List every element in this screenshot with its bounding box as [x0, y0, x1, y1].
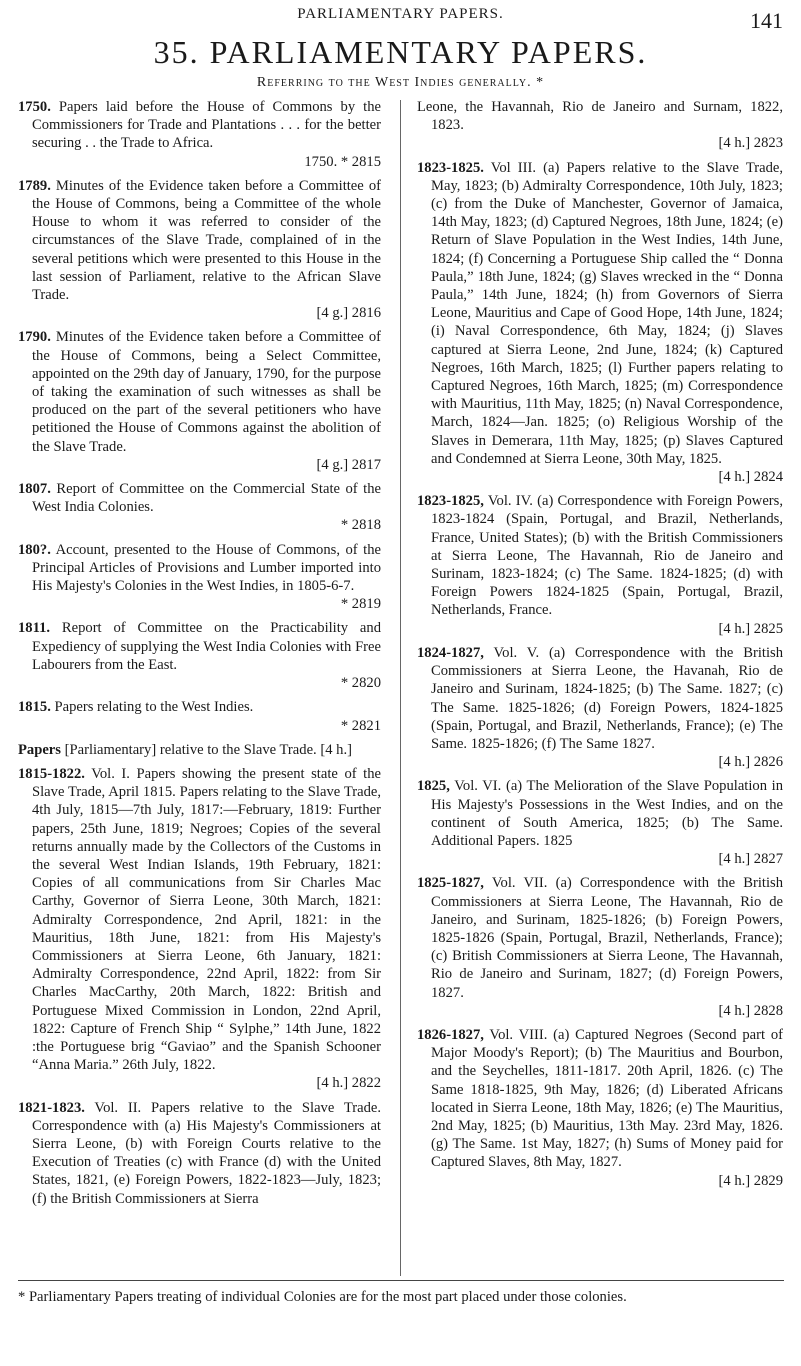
catalog-entry	[417, 492, 783, 638]
entry-year: 180?.	[18, 541, 51, 558]
entry-reference: 1750. * 2815	[304, 153, 381, 170]
entry-text: Vol III. (a) Papers relative to the Slave Trade, May, 1823; (b) Admiralty Correspondence, 10th July, 1823; (c) from the Duke of Manchester, Governor of Jamaica, 14th May, 1823; (d) Captured Negroes, 18th June, 1824; (e) Return of Slave Population in the West Indies, 14th June, 1824; (f) Concerning a Portuguese Ship called the “ Donna Paula,” 18th June, 1824; (g) Slaves wrecked in the “ Donna Paula,” 14th June, 1824; (h) from Governors of Sierra Leone, Mauritius and Cape of Good Hope, 14th June, 1824; (i) Naval Correspondence, 6th May, 1824; (j) Slaves captured at Sierra Leone, 2nd June, 1824; (k) Captured Negroes, 16th March, 1825; (l) Further papers relating to Captured Negroes, 16th March, 1825; (m) Correspondence with Mauritius, 11th May, 1825; (n) Naval Correspondence, March, 1824—Jan. 1825; (o) Religious Worship of the Slaves in Demerara, 11th May, 1825; (p) Slaves Captured and Condemned at Sierra Leone, 30th May, 1825.	[431, 159, 783, 467]
entry-reference: * 2819	[340, 596, 381, 613]
entry-reference: [4 h.] 2828	[718, 1002, 783, 1019]
entry-reference: * 2820	[340, 675, 381, 692]
catalog-entry	[18, 177, 381, 323]
entry-text: Vol. VI. (a) The Melioration of the Slave Population in His Majesty's Possessions in the West Indies, and on the continent of South America, 1825; (b) The Same. Additional Papers. 1825	[431, 778, 783, 849]
catalog-entry	[417, 644, 783, 771]
entry-year: 1750.	[18, 99, 51, 115]
entry-text: Leone, the Havannah, Rio de Janeiro and Surnam, 1822, 1823.	[417, 99, 783, 134]
entry-text: Papers laid before the House of Commons by the Commissioners for Trade and Plantations . . . for the better securing . . the Trade to Africa.	[32, 99, 381, 152]
entry-reference: [4 h.] 2827	[718, 851, 783, 868]
catalog-entry	[18, 541, 381, 614]
entry-year: 1821-1823.	[18, 1099, 85, 1116]
entry-year: 1807.	[18, 481, 51, 498]
entry-year: 1825-1827,	[417, 875, 484, 892]
catalog-entry	[417, 777, 783, 868]
footnote-rule	[18, 1280, 784, 1281]
catalog-entry	[18, 328, 381, 474]
entry-reference: [4 h.] 2824	[718, 469, 783, 486]
catalog-entry	[18, 741, 381, 759]
catalog-entry	[18, 619, 381, 692]
entry-text: Report of Committee on the Practicability and Expediency of supplying the West India Colonies with Free Labourers from the East.	[32, 620, 382, 673]
catalog-entry	[18, 765, 381, 1093]
entry-year: 1789.	[18, 177, 51, 194]
entry-text: Minutes of the Evidence taken before a Committee of the House of Commons, being a Committee of the whole House to whom it was referred to consider of the circumstances of the Slave Trade, complained of in the several petitions which were presented to this House in the last session of Parliament, relative to the African Slave Trade.	[32, 177, 381, 304]
catalog-entry	[417, 98, 783, 153]
catalog-entry	[18, 698, 381, 734]
entry-text: Minutes of the Evidence taken before a Committee of the House of Commons, being a Select Committee, appointed on the 29th day of January, 1790, for the purpose of taking the examination of such witnesses as shall be produced on the part of the several petitioners who have petitioned the House of Commons against the abolition of the Slave Trade.	[32, 329, 381, 455]
entry-reference: [4 h.] 2823	[718, 135, 783, 152]
column-divider	[400, 100, 401, 1276]
entry-text: [Parliamentary] relative to the Slave Trade. [4 h.]	[64, 741, 352, 758]
entry-reference: [4 h.] 2829	[718, 1172, 783, 1189]
entry-year: 1811.	[18, 620, 51, 637]
entry-year: 1823-1825,	[417, 493, 484, 510]
page-number: 141	[750, 8, 783, 33]
entry-text: Vol. VII. (a) Correspondence with the British Commissioners at Sierra Leone, The Havannah, Rio de Janeiro, and Surinam, 1825-1826; (b) Foreign Powers, 1825-1826 (Spain, Portugal, Brazil, Netherlands, France); (c) British Commissioners at Sierra Leone, The Havannah, Rio de Janeiro and Surinam, 1827; (d) Foreign Powers, 1827.	[431, 875, 783, 1001]
entry-year: Papers	[18, 741, 61, 758]
left-column	[18, 98, 381, 1214]
entry-reference: * 2821	[340, 717, 381, 734]
entry-reference: * 2818	[340, 517, 381, 534]
entry-year: 1815-1822.	[18, 765, 85, 782]
running-head: PARLIAMENTARY PAPERS.	[297, 6, 504, 22]
catalog-entry	[18, 480, 381, 535]
entry-year: 1826-1827,	[417, 1026, 484, 1043]
catalog-entry	[417, 1026, 783, 1190]
entry-reference: [4 g.] 2817	[316, 456, 381, 473]
entry-year: 1790.	[18, 329, 51, 346]
entry-text: Vol. IV. (a) Correspondence with Foreign Powers, 1823-1824 (Spain, Portugal, and Brazil, Netherlands, France, United States); (b) with the British Commissioners at Sierra Leone, The Havannah, Rio de Janeiro and Surinam, 1823-1824; (c) The Same. 1824-1825; (d) with Foreign Powers 1824-1825 (Spain, Portugal, Brazil, Netherlands, France.	[431, 493, 783, 619]
footnote: * Parliamentary Papers treating of individual Colonies are for the most part placed under those colonies.	[18, 1289, 627, 1305]
entry-text: Vol. I. Papers showing the present state of the Slave Trade, April 1815. Papers relating to the Slave Trade, 4th July, 1815—7th July, 1817:—February, 1819: Further papers, 25th June, 1819; Negroes; Copies of the several returns annually made by the Collectors of the Customs in the several West Indian Islands, 19th February, 1821: Copies of all communications from Sir Charles Mac Carthy, Governor of Sierra Leone, 30th March, 1821: Admiralty Correspondence, 2nd April, 1821: in the Mauritius, 18th June, 1821: from His Majesty's Commissioners at Sierra Leone, 6th January, 1821: Admiralty Correspondence, 22nd April, 1822: from Sir Charles MacCarthy, 20th March, 1822: British and Portuguese Mixed Commission in London, 22nd April, 1822: Capture of French Ship “ Sylphe,” 14th June, 1822 :the Portuguese brig “Gaviao” and the Spanish Schooner “Anna Maria.” 26th July, 1822.	[32, 765, 381, 1074]
entry-reference: [4 h.] 2825	[718, 620, 783, 637]
catalog-entry	[18, 1099, 381, 1208]
entry-text: Report of Committee on the Commercial State of the West India Colonies.	[32, 481, 382, 516]
entry-text: Vol. V. (a) Correspondence with the British Commissioners at Sierra Leone, the Havanah, Rio de Janeiro and Surinam, 1824-1825; (b) The Same. 1827; (c) The Same. 1825-1826; (d) Foreign Powers, 1824-1825 (Spain, Portugal, and Brazil, Netherlands, France); (e) The Same. 1825-1826; (f) The Same 1827.	[431, 644, 783, 752]
entry-year: 1825,	[417, 778, 450, 795]
entry-reference: [4 h.] 2826	[718, 754, 783, 771]
entry-text: Papers relating to the West Indies.	[54, 699, 254, 716]
catalog-entry	[417, 874, 783, 1020]
entry-text: Vol. II. Papers relative to the Slave Trade. Correspondence with (a) His Majesty's Commissioners at Sierra Leone, (b) with Foreign Courts relative to the Execution of Treaties (c) with France (d) with the United States, 1821, (e) Foreign Powers, 1822-1823—July, 1823; (f) the British Commissioners at Sierra	[32, 1099, 381, 1207]
entry-year: 1823-1825.	[417, 159, 484, 176]
right-column	[417, 98, 783, 1196]
entry-year: 1824-1827,	[417, 644, 484, 661]
entry-text: Account, presented to the House of Commons, of the Principal Articles of Provisions and Lumber imported into His Majesty's Colonies in the West Indies, in 1805-6-7.	[32, 541, 381, 595]
entry-reference: [4 h.] 2822	[316, 1075, 381, 1092]
catalog-entry	[417, 159, 783, 487]
section-title: 35. PARLIAMENTARY PAPERS.	[153, 34, 648, 70]
section-subhead: Referring to the West Indies generally. *	[256, 75, 545, 90]
entry-text: Vol. VIII. (a) Captured Negroes (Second part of Major Moody's Report); (b) The Mauritius and Bourbon, and the Seychelles, 1811-1817. 20th April, 1826. (c) The Same 1818-1825, 9th May, 1826; (d) Liberated Africans located in Sierra Leone, 18th May, 1826; (e) The Mauritius, 2nd May, 1825; (b) Mauritius, 13th May. 23rd May, 1826. (g) The Same. 1st May, 1827; (h) Sums of Money paid for Captured Slaves, 8th May, 1827.	[431, 1026, 783, 1171]
entry-year: 1815.	[18, 699, 51, 716]
entry-reference: [4 g.] 2816	[316, 305, 381, 322]
catalog-entry	[18, 98, 381, 171]
